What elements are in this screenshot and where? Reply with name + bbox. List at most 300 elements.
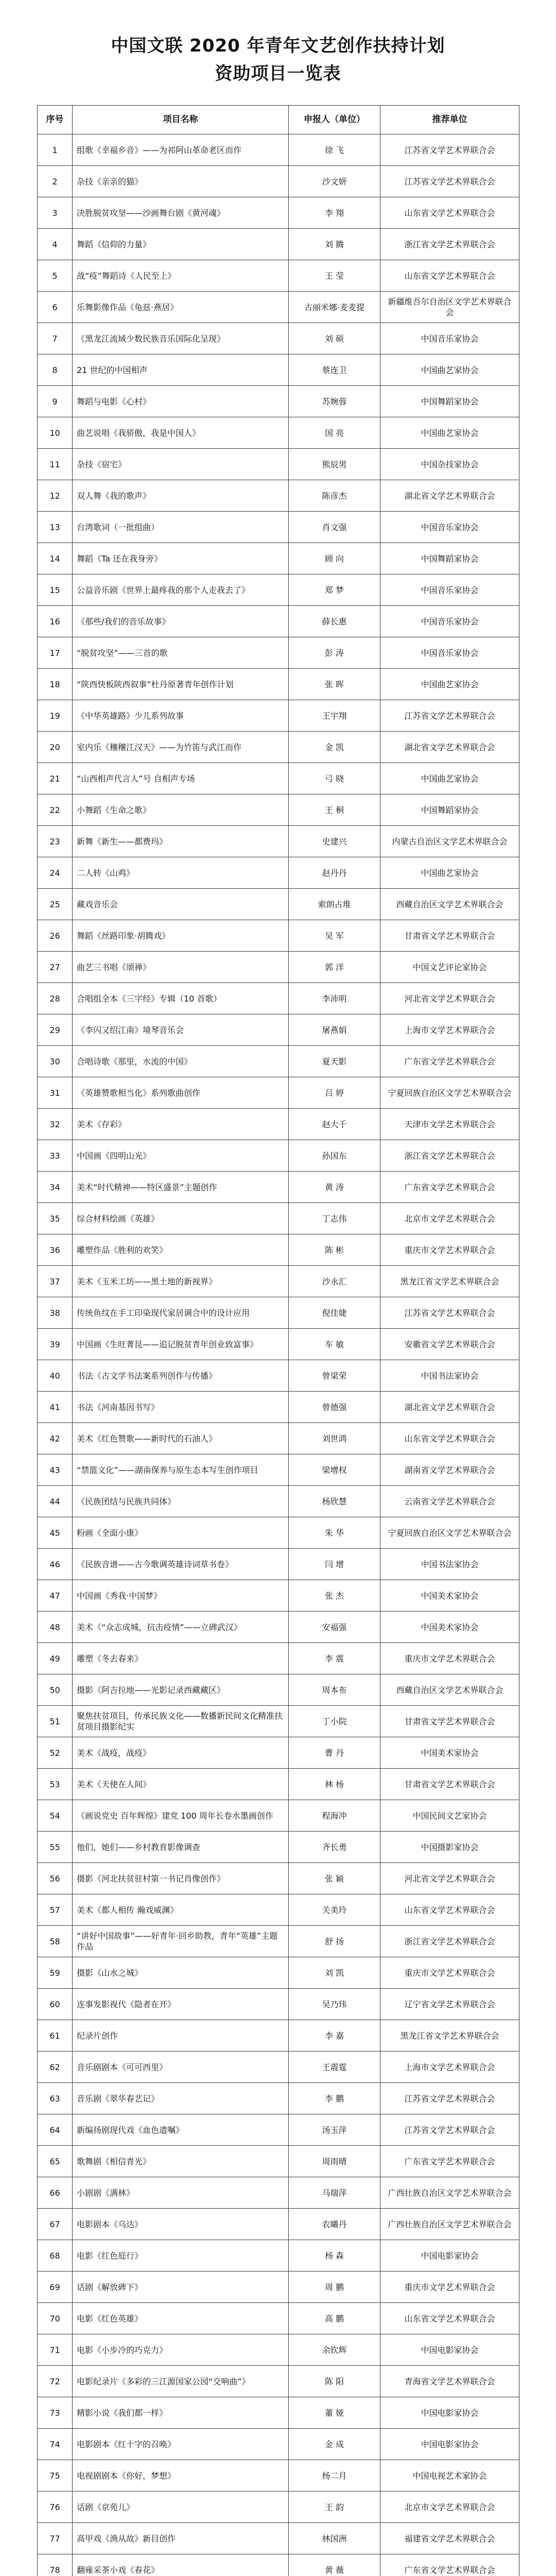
table-row xyxy=(38,1517,519,1549)
applicant-name: 曾梁荣 xyxy=(289,1360,380,1392)
row-number: 9 xyxy=(38,386,73,417)
applicant-name: 朱 华 xyxy=(289,1517,380,1549)
table-row xyxy=(38,1737,519,1769)
table-row xyxy=(38,354,519,386)
applicant-name: 赵丹丹 xyxy=(289,857,380,889)
table-header xyxy=(38,106,519,134)
recommending-unit: 上海市文学艺术界联合会 xyxy=(380,1014,519,1046)
row-number: 17 xyxy=(38,637,73,669)
applicant-name: 夏天影 xyxy=(289,1046,380,1077)
applicant-name: 金 成 xyxy=(289,2429,380,2460)
header-no: 序号 xyxy=(38,106,73,134)
row-number: 71 xyxy=(38,2334,73,2366)
applicant-name: 李沛明 xyxy=(289,983,380,1014)
applicant-name: 孙国东 xyxy=(289,1140,380,1172)
project-name: 杂技《亲亲的猫》 xyxy=(73,166,289,197)
table-row xyxy=(38,637,519,669)
table-row xyxy=(38,1454,519,1486)
applicant-name: 李 翔 xyxy=(289,197,380,229)
applicant-name: 吕 婷 xyxy=(289,1077,380,1109)
row-number: 25 xyxy=(38,889,73,920)
project-name: “禁篮文化”——湖南保养与原生态本写生创作项目 xyxy=(73,1454,289,1486)
applicant-name: 赵大千 xyxy=(289,1109,380,1140)
applicant-name: 汤玉萍 xyxy=(289,2114,380,2146)
project-name: “讲好中国故事”——好青年·回乡助教，青年“英雄”主题作品 xyxy=(73,1926,289,1957)
applicant-name: 关美玲 xyxy=(289,1894,380,1926)
row-number: 78 xyxy=(38,2554,73,2576)
project-name: 曲艺三书唱《颂禅》 xyxy=(73,952,289,983)
row-number: 11 xyxy=(38,449,73,480)
title-line-1: 中国文联 2020 年青年文艺创作扶持计划 xyxy=(111,36,445,56)
project-name: 藏戏音乐会 xyxy=(73,889,289,920)
table-row xyxy=(38,1832,519,1863)
recommending-unit: 广东省文学艺术界联合会 xyxy=(380,1172,519,1203)
recommending-unit: 中国杂技家协会 xyxy=(380,449,519,480)
recommending-unit: 中国书法家协会 xyxy=(380,1360,519,1392)
table-row xyxy=(38,1297,519,1329)
recommending-unit: 江苏省文学艺术界联合会 xyxy=(380,2083,519,2114)
table-row xyxy=(38,700,519,732)
project-name: 《民族音谱——古今歌调英雄诗词草书卷》 xyxy=(73,1549,289,1580)
project-name: 美术《都人相传 瀚戏威渊》 xyxy=(73,1894,289,1926)
project-name: 台湾歌词（一批组曲） xyxy=(73,512,289,543)
applicant-name: 李 鹏 xyxy=(289,2083,380,2114)
table-row xyxy=(38,2114,519,2146)
project-name: 话剧《解放碑下》 xyxy=(73,2272,289,2303)
project-name: 雕塑《冬去春来》 xyxy=(73,1643,289,1674)
table-row xyxy=(38,512,519,543)
applicant-name: 沙永汇 xyxy=(289,1266,380,1297)
applicant-name: 齐长勇 xyxy=(289,1832,380,1863)
project-name: 电影剧本《红十字的召唤》 xyxy=(73,2429,289,2460)
header-project-name: 项目名称 xyxy=(73,106,289,134)
recommending-unit: 北京市文学艺术界联合会 xyxy=(380,2492,519,2523)
project-name: 电影《小步冷的巧克力》 xyxy=(73,2334,289,2366)
row-number: 12 xyxy=(38,480,73,512)
recommending-unit: 山东省文学艺术界联合会 xyxy=(380,260,519,292)
recommending-unit: 中国美术家协会 xyxy=(380,1580,519,1612)
table-row xyxy=(38,952,519,983)
recommending-unit: 江苏省文学艺术界联合会 xyxy=(380,1297,519,1329)
recommending-unit: 湖北省文学艺术界联合会 xyxy=(380,1392,519,1423)
applicant-name: 金 凯 xyxy=(289,732,380,763)
table-row xyxy=(38,1612,519,1643)
project-name: 美术《玉米工坊——黑土地的新视界》 xyxy=(73,1266,289,1297)
applicant-name: 李 嘉 xyxy=(289,2020,380,2052)
table-row xyxy=(38,449,519,480)
applicant-name: 索朗占堆 xyxy=(289,889,380,920)
project-name: 话剧《京苑儿》 xyxy=(73,2492,289,2523)
recommending-unit: 天津市文学艺术界联合会 xyxy=(380,1109,519,1140)
applicant-name: 闫 增 xyxy=(289,1549,380,1580)
table-row xyxy=(38,2460,519,2492)
table-row xyxy=(38,2272,519,2303)
recommending-unit: 中国曲艺家协会 xyxy=(380,763,519,794)
recommending-unit: 上海市文学艺术界联合会 xyxy=(380,2052,519,2083)
row-number: 48 xyxy=(38,1612,73,1643)
row-number: 38 xyxy=(38,1297,73,1329)
applicant-name: 张 杰 xyxy=(289,1580,380,1612)
table-row xyxy=(38,920,519,952)
project-name: 书法《河南基因书写》 xyxy=(73,1392,289,1423)
recommending-unit: 甘肃省文学艺术界联合会 xyxy=(380,1769,519,1800)
project-name: 战“疫”舞蹈诗《人民至上》 xyxy=(73,260,289,292)
row-number: 49 xyxy=(38,1643,73,1674)
row-number: 22 xyxy=(38,794,73,826)
row-number: 21 xyxy=(38,763,73,794)
applicant-name: 杨欣慧 xyxy=(289,1486,380,1517)
applicant-name: 张 颖 xyxy=(289,1863,380,1894)
table-row xyxy=(38,1863,519,1894)
project-name: 乐舞影像作品《龟兹·燕居》 xyxy=(73,292,289,323)
row-number: 31 xyxy=(38,1077,73,1109)
recommending-unit: 中国曲艺家协会 xyxy=(380,857,519,889)
table-row xyxy=(38,1894,519,1926)
row-number: 34 xyxy=(38,1172,73,1203)
header-recommender: 推荐单位 xyxy=(380,106,519,134)
row-number: 1 xyxy=(38,134,73,166)
applicant-name: 郑 梦 xyxy=(289,574,380,606)
applicant-name: 王 桐 xyxy=(289,794,380,826)
row-number: 32 xyxy=(38,1109,73,1140)
recommending-unit: 重庆市文学艺术界联合会 xyxy=(380,1957,519,1989)
row-number: 5 xyxy=(38,260,73,292)
applicant-name: 丁小院 xyxy=(289,1706,380,1737)
project-name: 翻雍采茶小戏《春花》 xyxy=(73,2554,289,2576)
project-name: 美术《红色赞歌——新时代的石油人》 xyxy=(73,1423,289,1454)
recommending-unit: 中国曲艺家协会 xyxy=(380,669,519,700)
recommending-unit: 中国美术家协会 xyxy=(380,1612,519,1643)
project-name: 小舞蹈《生命之歌》 xyxy=(73,794,289,826)
applicant-name: 王 莹 xyxy=(289,260,380,292)
recommending-unit: 江苏省文学艺术界联合会 xyxy=(380,700,519,732)
table-row xyxy=(38,732,519,763)
applicant-name: 王震霆 xyxy=(289,2052,380,2083)
recommending-unit: 中国电影家协会 xyxy=(380,2397,519,2429)
applicant-name: 周本布 xyxy=(289,1674,380,1706)
project-name: 《那些/我们的音乐故事》 xyxy=(73,606,289,637)
recommending-unit: 中国曲艺家协会 xyxy=(380,354,519,386)
applicant-name: 史建兴 xyxy=(289,826,380,857)
recommending-unit: 中国舞蹈家协会 xyxy=(380,386,519,417)
recommending-unit: 中国舞蹈家协会 xyxy=(380,794,519,826)
applicant-name: 林国洲 xyxy=(289,2523,380,2554)
project-name: 电视剧剧本《你好，梦想》 xyxy=(73,2460,289,2492)
project-name: 公益音乐剧《世界上最疼我的那个人走我去了》 xyxy=(73,574,289,606)
recommending-unit: 广东省文学艺术界联合会 xyxy=(380,2554,519,2576)
recommending-unit: 甘肃省文学艺术界联合会 xyxy=(380,1706,519,1737)
project-name: 聚焦扶贫项目，传承民族文化——数播新民间文化精准扶贫项目摄影纪实 xyxy=(73,1706,289,1737)
row-number: 77 xyxy=(38,2523,73,2554)
recommending-unit: 辽宁省文学艺术界联合会 xyxy=(380,1989,519,2020)
row-number: 24 xyxy=(38,857,73,889)
table-row xyxy=(38,1769,519,1800)
table-row xyxy=(38,2177,519,2209)
project-name: 新编扬剧现代戏《血色遗嘱》 xyxy=(73,2114,289,2146)
row-number: 59 xyxy=(38,1957,73,1989)
recommending-unit: 河北省文学艺术界联合会 xyxy=(380,1863,519,1894)
project-name: 纪录片创作 xyxy=(73,2020,289,2052)
row-number: 3 xyxy=(38,197,73,229)
recommending-unit: 黑龙江省文学艺术界联合会 xyxy=(380,1266,519,1297)
recommending-unit: 江苏省文学艺术界联合会 xyxy=(380,134,519,166)
recommending-unit: 西藏自治区文学艺术界联合会 xyxy=(380,1674,519,1706)
row-number: 63 xyxy=(38,2083,73,2114)
project-name: 舞蹈《丝路印象·胡腾戏》 xyxy=(73,920,289,952)
project-name: 双人舞《我的歌声》 xyxy=(73,480,289,512)
table-row xyxy=(38,2052,519,2083)
row-number: 55 xyxy=(38,1832,73,1863)
applicant-name: 沙文妍 xyxy=(289,166,380,197)
project-name: 舞蹈《信仰的力量》 xyxy=(73,229,289,260)
row-number: 69 xyxy=(38,2272,73,2303)
project-name: 电影纪录片《多彩的三江源国家公园“交响曲”》 xyxy=(73,2366,289,2397)
applicant-name: 黄 薇 xyxy=(289,2554,380,2576)
recommending-unit: 广东省文学艺术界联合会 xyxy=(380,2146,519,2177)
table-row xyxy=(38,1486,519,1517)
project-name: 精影小说《我们都一样》 xyxy=(73,2397,289,2429)
project-name: 美术《天使在人间》 xyxy=(73,1769,289,1800)
row-number: 20 xyxy=(38,732,73,763)
applicant-name: 徐 飞 xyxy=(289,134,380,166)
funded-projects-table xyxy=(37,105,519,2576)
recommending-unit: 中国舞蹈家协会 xyxy=(380,543,519,574)
recommending-unit: 山东省文学艺术界联合会 xyxy=(380,2303,519,2334)
table-row xyxy=(38,606,519,637)
project-name: 歌舞剧《相信青光》 xyxy=(73,2146,289,2177)
applicant-name: 周雨晴 xyxy=(289,2146,380,2177)
row-number: 19 xyxy=(38,700,73,732)
applicant-name: 李 震 xyxy=(289,1643,380,1674)
project-name: 组歌《幸福乡音》——为祁阿山革命老区而作 xyxy=(73,134,289,166)
project-name: 合唱组全本《三字经》专辑（10 首歌） xyxy=(73,983,289,1014)
row-number: 33 xyxy=(38,1140,73,1172)
row-number: 52 xyxy=(38,1737,73,1769)
table-row xyxy=(38,2240,519,2272)
recommending-unit: 山东省文学艺术界联合会 xyxy=(380,1894,519,1926)
applicant-name: 董 娅 xyxy=(289,2397,380,2429)
table-row xyxy=(38,323,519,354)
row-number: 53 xyxy=(38,1769,73,1800)
recommending-unit: 新疆维吾尔自治区文学艺术界联合会 xyxy=(380,292,519,323)
table-row xyxy=(38,1580,519,1612)
recommending-unit: 河北省文学艺术界联合会 xyxy=(380,983,519,1014)
recommending-unit: 中国摄影家协会 xyxy=(380,1832,519,1863)
project-name: 《画说党史 百年辉煌》建党 100 周年长卷水墨画创作 xyxy=(73,1800,289,1832)
row-number: 47 xyxy=(38,1580,73,1612)
table-row xyxy=(38,543,519,574)
row-number: 39 xyxy=(38,1329,73,1360)
project-name: 《英雄赞歌相当化》系列歌曲创作 xyxy=(73,1077,289,1109)
applicant-name: 郭 洋 xyxy=(289,952,380,983)
recommending-unit: 浙江省文学艺术界联合会 xyxy=(380,1140,519,1172)
row-number: 65 xyxy=(38,2146,73,2177)
project-name: 曲艺说唱《我骄傲，我是中国人》 xyxy=(73,417,289,449)
row-number: 42 xyxy=(38,1423,73,1454)
row-number: 16 xyxy=(38,606,73,637)
table-row xyxy=(38,1392,519,1423)
row-number: 26 xyxy=(38,920,73,952)
project-name: 《李闪又绍江南》境琴音乐会 xyxy=(73,1014,289,1046)
recommending-unit: 山东省文学艺术界联合会 xyxy=(380,197,519,229)
project-name: 雕塑作品《胜利的欢笑》 xyxy=(73,1234,289,1266)
table-row xyxy=(38,229,519,260)
table-row xyxy=(38,1046,519,1077)
row-number: 45 xyxy=(38,1517,73,1549)
table-row xyxy=(38,1989,519,2020)
row-number: 40 xyxy=(38,1360,73,1392)
applicant-name: 蔡连卫 xyxy=(289,354,380,386)
header-row xyxy=(38,106,519,134)
recommending-unit: 山东省文学艺术界联合会 xyxy=(380,1423,519,1454)
applicant-name: 苏婉蓉 xyxy=(289,386,380,417)
row-number: 64 xyxy=(38,2114,73,2146)
row-number: 8 xyxy=(38,354,73,386)
project-name: 电影《红色庭行》 xyxy=(73,2240,289,2272)
project-name: 舞蹈《Ta 还在我身旁》 xyxy=(73,543,289,574)
row-number: 23 xyxy=(38,826,73,857)
row-number: 2 xyxy=(38,166,73,197)
table-row xyxy=(38,2523,519,2554)
table-row xyxy=(38,2334,519,2366)
table-row xyxy=(38,2209,519,2240)
project-name: 美术“时代精神——特区盛景”主题创作 xyxy=(73,1172,289,1203)
row-number: 76 xyxy=(38,2492,73,2523)
row-number: 29 xyxy=(38,1014,73,1046)
table-row xyxy=(38,1203,519,1234)
applicant-name: 车 敏 xyxy=(289,1329,380,1360)
applicant-name: 古丽米娜·麦麦提 xyxy=(289,292,380,323)
project-name: 音乐剧《翠华春艺记》 xyxy=(73,2083,289,2114)
project-name: 他们，她们——乡村教育影像调查 xyxy=(73,1832,289,1863)
project-name: 美术《战疫，战疫》 xyxy=(73,1737,289,1769)
project-name: 连事发影视代《隐者在开》 xyxy=(73,1989,289,2020)
table-row xyxy=(38,826,519,857)
recommending-unit: 甘肃省文学艺术界联合会 xyxy=(380,920,519,952)
recommending-unit: 中国音乐家协会 xyxy=(380,637,519,669)
recommending-unit: 中国电视艺术家协会 xyxy=(380,2460,519,2492)
table-row xyxy=(38,1643,519,1674)
applicant-name: 薛长惠 xyxy=(289,606,380,637)
project-name: 摄影《阿吉拉地——光影记录西藏藏区》 xyxy=(73,1674,289,1706)
table-row xyxy=(38,2303,519,2334)
project-name: 摄影《河北扶贫驻村第一书记肖像创作》 xyxy=(73,1863,289,1894)
recommending-unit: 重庆市文学艺术界联合会 xyxy=(380,1643,519,1674)
applicant-name: 国 亮 xyxy=(289,417,380,449)
applicant-name: 陈 阳 xyxy=(289,2366,380,2397)
row-number: 37 xyxy=(38,1266,73,1297)
table-row xyxy=(38,2492,519,2523)
recommending-unit: 青海省文学艺术界联合会 xyxy=(380,2366,519,2397)
recommending-unit: 内蒙古自治区文学艺术界联合会 xyxy=(380,826,519,857)
recommending-unit: 重庆市文学艺术界联合会 xyxy=(380,1234,519,1266)
project-name: 美术《存彩》 xyxy=(73,1109,289,1140)
row-number: 56 xyxy=(38,1863,73,1894)
project-name: 高甲戏《渔从故》新目创作 xyxy=(73,2523,289,2554)
table-row xyxy=(38,1957,519,1989)
table-row xyxy=(38,1926,519,1957)
applicant-name: 刘 硕 xyxy=(289,323,380,354)
table-row xyxy=(38,763,519,794)
applicant-name: 农曦丹 xyxy=(289,2209,380,2240)
row-number: 15 xyxy=(38,574,73,606)
recommending-unit: 重庆市文学艺术界联合会 xyxy=(380,2272,519,2303)
project-name: 书法《古文学书法案系列创作与传播》 xyxy=(73,1360,289,1392)
recommending-unit: 北京市文学艺术界联合会 xyxy=(380,1203,519,1234)
row-number: 44 xyxy=(38,1486,73,1517)
applicant-name: 高 鹏 xyxy=(289,2303,380,2334)
row-number: 41 xyxy=(38,1392,73,1423)
table-row xyxy=(38,2083,519,2114)
row-number: 10 xyxy=(38,417,73,449)
row-number: 74 xyxy=(38,2429,73,2460)
row-number: 13 xyxy=(38,512,73,543)
applicant-name: 黄 涛 xyxy=(289,1172,380,1203)
table-row xyxy=(38,1234,519,1266)
recommending-unit: 浙江省文学艺术界联合会 xyxy=(380,1926,519,1957)
project-name: 小剧剧《满林》 xyxy=(73,2177,289,2209)
table-row xyxy=(38,2146,519,2177)
row-number: 4 xyxy=(38,229,73,260)
applicant-name: 陈彦杰 xyxy=(289,480,380,512)
recommending-unit: 安徽省文学艺术界联合会 xyxy=(380,1329,519,1360)
applicant-name: 倪佳婕 xyxy=(289,1297,380,1329)
table-row xyxy=(38,260,519,292)
row-number: 14 xyxy=(38,543,73,574)
table-row xyxy=(38,166,519,197)
applicant-name: 刘世鸿 xyxy=(289,1423,380,1454)
table-row xyxy=(38,574,519,606)
project-name: 二人转《山鸡》 xyxy=(73,857,289,889)
recommending-unit: 中国文艺评论家协会 xyxy=(380,952,519,983)
applicant-name: 杨 森 xyxy=(289,2240,380,2272)
recommending-unit: 中国音乐家协会 xyxy=(380,606,519,637)
project-name: 综合材料绘画《英雄》 xyxy=(73,1203,289,1234)
row-number: 54 xyxy=(38,1800,73,1832)
table-row xyxy=(38,1329,519,1360)
recommending-unit: 广西壮族自治区文学艺术界联合会 xyxy=(380,2209,519,2240)
recommending-unit: 中国民间文艺家协会 xyxy=(380,1800,519,1832)
recommending-unit: 中国音乐家协会 xyxy=(380,512,519,543)
project-name: 电影《红色英雄》 xyxy=(73,2303,289,2334)
project-name: “脱贫攻坚”——三首的歌 xyxy=(73,637,289,669)
recommending-unit: 广西壮族自治区文学艺术界联合会 xyxy=(380,2177,519,2209)
table-row xyxy=(38,2429,519,2460)
table-row xyxy=(38,1549,519,1580)
row-number: 35 xyxy=(38,1203,73,1234)
row-number: 70 xyxy=(38,2303,73,2334)
recommending-unit: 广东省文学艺术界联合会 xyxy=(380,1046,519,1077)
table-row xyxy=(38,983,519,1014)
row-number: 68 xyxy=(38,2240,73,2272)
applicant-name: 曾德强 xyxy=(289,1392,380,1423)
applicant-name: 林 杨 xyxy=(289,1769,380,1800)
project-name: 中国画《四明山光》 xyxy=(73,1140,289,1172)
title-line-2: 资助项目一览表 xyxy=(215,63,341,84)
applicant-name: 王 韵 xyxy=(289,2492,380,2523)
recommending-unit: 宁夏回族自治区文学艺术界联合会 xyxy=(380,1077,519,1109)
recommending-unit: 江苏省文学艺术界联合会 xyxy=(380,2114,519,2146)
recommending-unit: 中国曲艺家协会 xyxy=(380,417,519,449)
table-row xyxy=(38,1140,519,1172)
row-number: 36 xyxy=(38,1234,73,1266)
applicant-name: 王宇翔 xyxy=(289,700,380,732)
row-number: 18 xyxy=(38,669,73,700)
project-name: 《中华英雄路》少儿系列故事 xyxy=(73,700,289,732)
applicant-name: 屠燕娟 xyxy=(289,1014,380,1046)
recommending-unit: 中国音乐家协会 xyxy=(380,323,519,354)
applicant-name: 丁志伟 xyxy=(289,1203,380,1234)
